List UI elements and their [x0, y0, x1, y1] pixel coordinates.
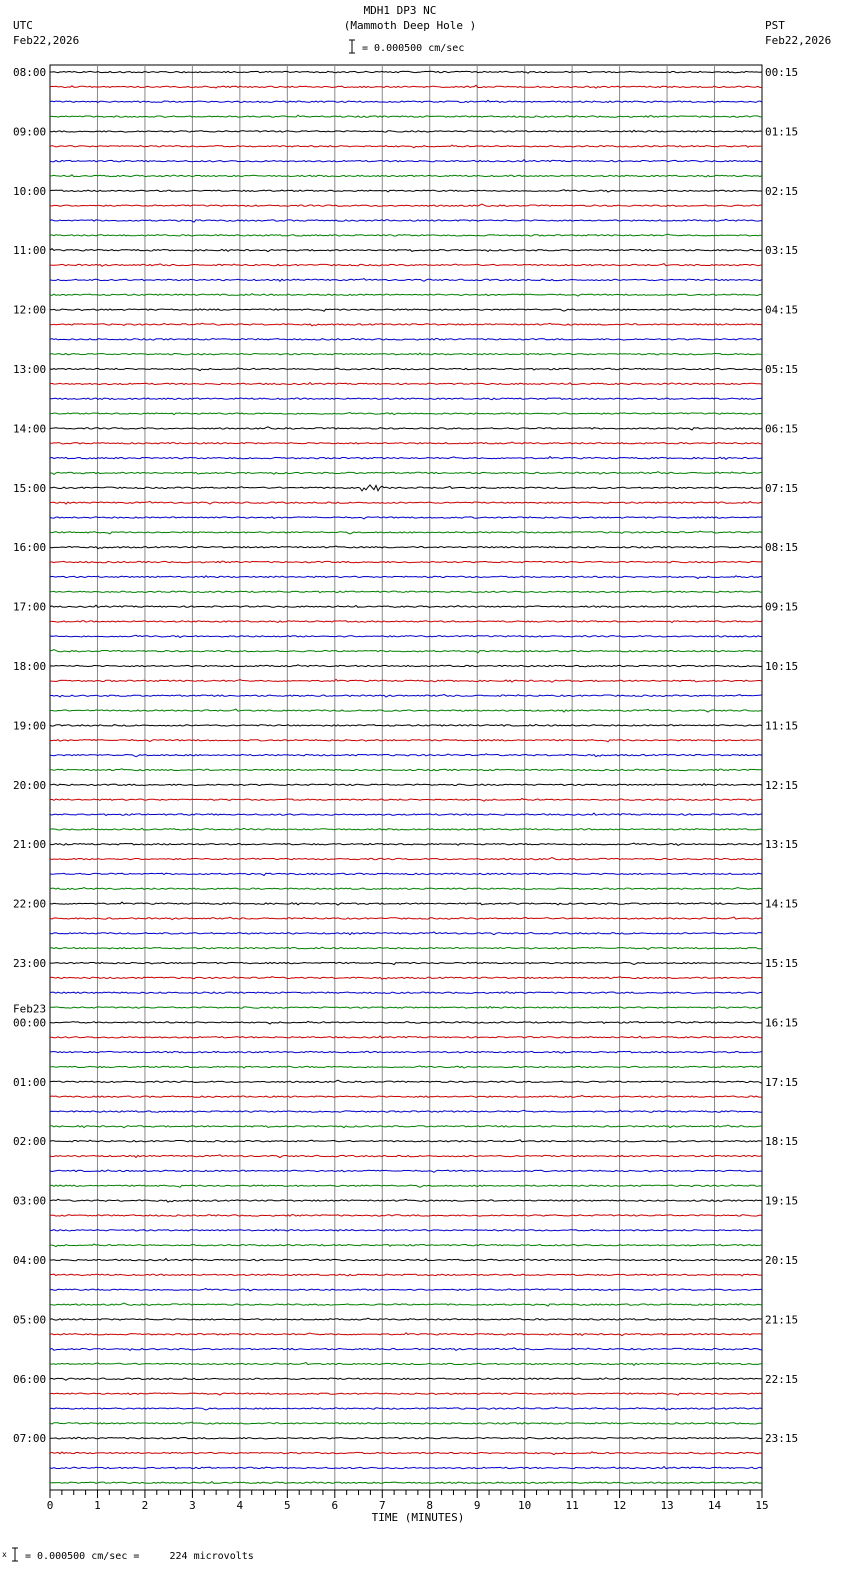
trace-line [50, 190, 762, 192]
utc-hour-label: 23:00 [13, 957, 47, 970]
date-change-label: Feb23 [13, 1002, 47, 1016]
pst-hour-label: 23:15 [765, 1432, 799, 1446]
trace-line [50, 1437, 762, 1439]
trace-line [50, 947, 762, 949]
trace-line [50, 442, 762, 444]
trace-line [50, 1422, 762, 1424]
utc-hour-label: 20:00 [13, 778, 47, 792]
trace-line [50, 962, 762, 964]
trace-line [50, 902, 762, 905]
x-tick-label: 11 [565, 1499, 579, 1512]
trace-line [50, 204, 762, 206]
trace-line [50, 1452, 762, 1455]
location-title: (Mammoth Deep Hole ) [343, 19, 477, 32]
trace-line [50, 279, 762, 282]
trace-line [50, 472, 762, 475]
utc-hour-label: 21:00 [13, 838, 47, 852]
trace-line [50, 249, 762, 252]
trace-line [50, 1259, 762, 1261]
trace-line [50, 1407, 762, 1410]
x-tick-label: 5 [284, 1499, 291, 1512]
x-tick-label: 8 [426, 1499, 434, 1512]
trace-line [50, 338, 762, 340]
trace-line [50, 71, 762, 73]
utc-hour-label: 02:00 [13, 1135, 47, 1149]
trace-line [50, 234, 762, 236]
pst-hour-label: 04:15 [765, 303, 799, 317]
pst-hour-label: 03:15 [765, 244, 799, 258]
pst-hour-label: 07:15 [765, 481, 799, 495]
utc-hour-label: 22:00 [13, 897, 47, 911]
station-title: MDH1 DP3 NC [363, 4, 437, 17]
trace-line [50, 115, 762, 117]
utc-hour-label: 13:00 [13, 363, 47, 376]
pst-hour-label: 08:15 [765, 541, 799, 555]
trace-line [50, 754, 762, 757]
trace-line [50, 576, 762, 579]
trace-line [50, 1215, 762, 1217]
pst-hour-label: 22:15 [765, 1372, 799, 1386]
x-tick-label: 9 [473, 1499, 481, 1512]
trace-line [50, 665, 762, 667]
right-timezone: PST [765, 19, 785, 32]
trace-line [50, 1348, 762, 1351]
pst-hour-label: 17:15 [765, 1075, 799, 1089]
trace-line [50, 1080, 762, 1083]
utc-hour-label: 06:00 [13, 1372, 47, 1386]
pst-hour-label: 05:15 [765, 363, 799, 376]
trace-line [50, 591, 762, 593]
utc-hour-label: 03:00 [13, 1194, 47, 1208]
utc-hour-label: 04:00 [13, 1254, 47, 1267]
trace-line [50, 740, 762, 742]
trace-line [50, 100, 762, 102]
trace-line [50, 769, 762, 771]
x-tick-label: 14 [707, 1499, 722, 1512]
x-tick-label: 2 [141, 1499, 149, 1512]
left-date: Feb22,2026 [13, 34, 80, 47]
trace-line [50, 1199, 762, 1202]
trace-line [50, 130, 762, 132]
pst-hour-label: 12:15 [765, 778, 799, 792]
trace-line [50, 828, 762, 830]
trace-line [50, 145, 762, 148]
pst-hour-label: 19:15 [765, 1194, 799, 1208]
left-timezone: UTC [13, 19, 33, 32]
pst-hour-label: 09:15 [765, 600, 799, 614]
trace-line [50, 709, 762, 712]
trace-line [50, 501, 762, 504]
x-axis-label: TIME (MINUTES) [371, 1511, 465, 1524]
trace-line [50, 1393, 762, 1395]
footer-scale-text: = 0.000500 cm/sec = 224 microvolts [25, 1551, 254, 1562]
x-tick-label: 4 [236, 1499, 244, 1512]
trace-line [50, 1185, 762, 1188]
pst-hour-label: 10:15 [765, 660, 799, 673]
trace-line [50, 219, 762, 222]
pst-hour-label: 21:15 [765, 1313, 799, 1327]
trace-line [50, 1170, 762, 1172]
trace-line [50, 294, 762, 296]
x-tick-label: 10 [518, 1499, 532, 1512]
trace-line [50, 1289, 762, 1291]
trace-line [50, 309, 762, 311]
trace-line [50, 843, 762, 845]
utc-hour-label: 09:00 [13, 125, 47, 139]
utc-hour-label: 10:00 [13, 184, 47, 198]
utc-hour-label: 17:00 [13, 600, 47, 614]
footer-mark-icon: x [2, 1550, 7, 1559]
trace-line [50, 992, 762, 994]
pst-hour-label: 02:15 [765, 184, 799, 198]
trace-line [50, 546, 762, 549]
trace-line [50, 160, 762, 162]
trace-line [50, 605, 762, 607]
trace-line [50, 457, 762, 460]
trace-line [50, 1229, 762, 1231]
utc-hour-label: 11:00 [13, 244, 47, 258]
pst-hour-label: 00:15 [765, 66, 799, 79]
time-axis [47, 1490, 769, 1512]
trace-line [50, 1021, 762, 1024]
pst-hour-label: 15:15 [765, 957, 799, 970]
utc-hour-label: 08:00 [13, 66, 47, 79]
trace-line [50, 383, 762, 385]
pst-hour-label: 13:15 [765, 838, 799, 852]
right-date: Feb22,2026 [765, 34, 832, 47]
trace-line [50, 485, 762, 491]
x-tick-label: 0 [46, 1499, 54, 1512]
trace-line [50, 561, 762, 563]
trace-line [50, 679, 762, 682]
utc-hour-label: 15:00 [13, 481, 47, 495]
trace-line [50, 888, 762, 890]
utc-hour-label: 16:00 [13, 541, 47, 555]
utc-hour-label: 07:00 [13, 1432, 47, 1446]
trace-line [50, 1274, 762, 1276]
x-tick-label: 6 [331, 1499, 339, 1512]
trace-line [50, 1378, 762, 1380]
trace-line [50, 531, 762, 534]
trace-line [50, 799, 762, 802]
trace-group [50, 71, 762, 1483]
utc-hour-label: 14:00 [13, 422, 47, 436]
trace-line [50, 635, 762, 637]
trace-line [50, 813, 762, 815]
pst-hour-label: 06:15 [765, 422, 799, 436]
time-grid [50, 65, 762, 1490]
trace-line [50, 353, 762, 355]
trace-line [50, 264, 762, 267]
trace-line [50, 517, 762, 519]
trace-line [50, 724, 762, 726]
trace-line [50, 175, 762, 177]
trace-line [50, 1110, 762, 1112]
trace-line [50, 1482, 762, 1484]
trace-line [50, 932, 762, 935]
trace-line [50, 977, 762, 980]
pst-hour-label: 01:15 [765, 125, 799, 139]
trace-line [50, 1125, 762, 1128]
trace-line [50, 398, 762, 400]
trace-line [50, 413, 762, 415]
trace-line [50, 1318, 762, 1320]
trace-line [50, 694, 762, 697]
pst-hour-label: 11:15 [765, 719, 799, 733]
trace-line [50, 1140, 762, 1142]
x-tick-label: 7 [378, 1499, 386, 1512]
utc-hour-label: 12:00 [13, 303, 47, 317]
utc-hour-label: 18:00 [13, 660, 47, 673]
trace-line [50, 917, 762, 920]
trace-line [50, 1155, 762, 1158]
x-tick-label: 15 [755, 1499, 769, 1512]
trace-line [50, 858, 762, 860]
plot-frame [50, 65, 762, 1490]
trace-line [50, 873, 762, 875]
x-tick-label: 3 [189, 1499, 196, 1512]
trace-line [50, 1303, 762, 1306]
utc-hour-label: 19:00 [13, 719, 47, 733]
trace-line [50, 1036, 762, 1038]
trace-line [50, 323, 762, 326]
trace-line [50, 85, 762, 88]
utc-hour-label: 00:00 [13, 1016, 47, 1030]
pst-hour-label: 16:15 [765, 1016, 799, 1030]
trace-line [50, 427, 762, 430]
x-tick-label: 12 [612, 1499, 627, 1512]
trace-line [50, 1095, 762, 1097]
utc-hour-label: 05:00 [13, 1313, 47, 1327]
x-tick-label: 13 [660, 1499, 674, 1512]
trace-line [50, 650, 762, 653]
x-tick-label: 1 [94, 1499, 101, 1512]
pst-hour-label: 14:15 [765, 897, 799, 911]
footer-scale-bar-icon [11, 1546, 21, 1564]
trace-line [50, 1363, 762, 1366]
trace-line [50, 1051, 762, 1053]
scale-text: = 0.000500 cm/sec [362, 43, 465, 54]
trace-line [50, 621, 762, 623]
trace-line [50, 1333, 762, 1336]
trace-line [50, 1066, 762, 1068]
pst-hour-label: 18:15 [765, 1135, 799, 1149]
pst-hour-label: 20:15 [765, 1254, 799, 1267]
utc-hour-label: 01:00 [13, 1075, 47, 1089]
trace-line [50, 368, 762, 371]
trace-line [50, 1006, 762, 1008]
trace-line [50, 1244, 762, 1247]
trace-line [50, 784, 762, 786]
trace-line [50, 1467, 762, 1469]
